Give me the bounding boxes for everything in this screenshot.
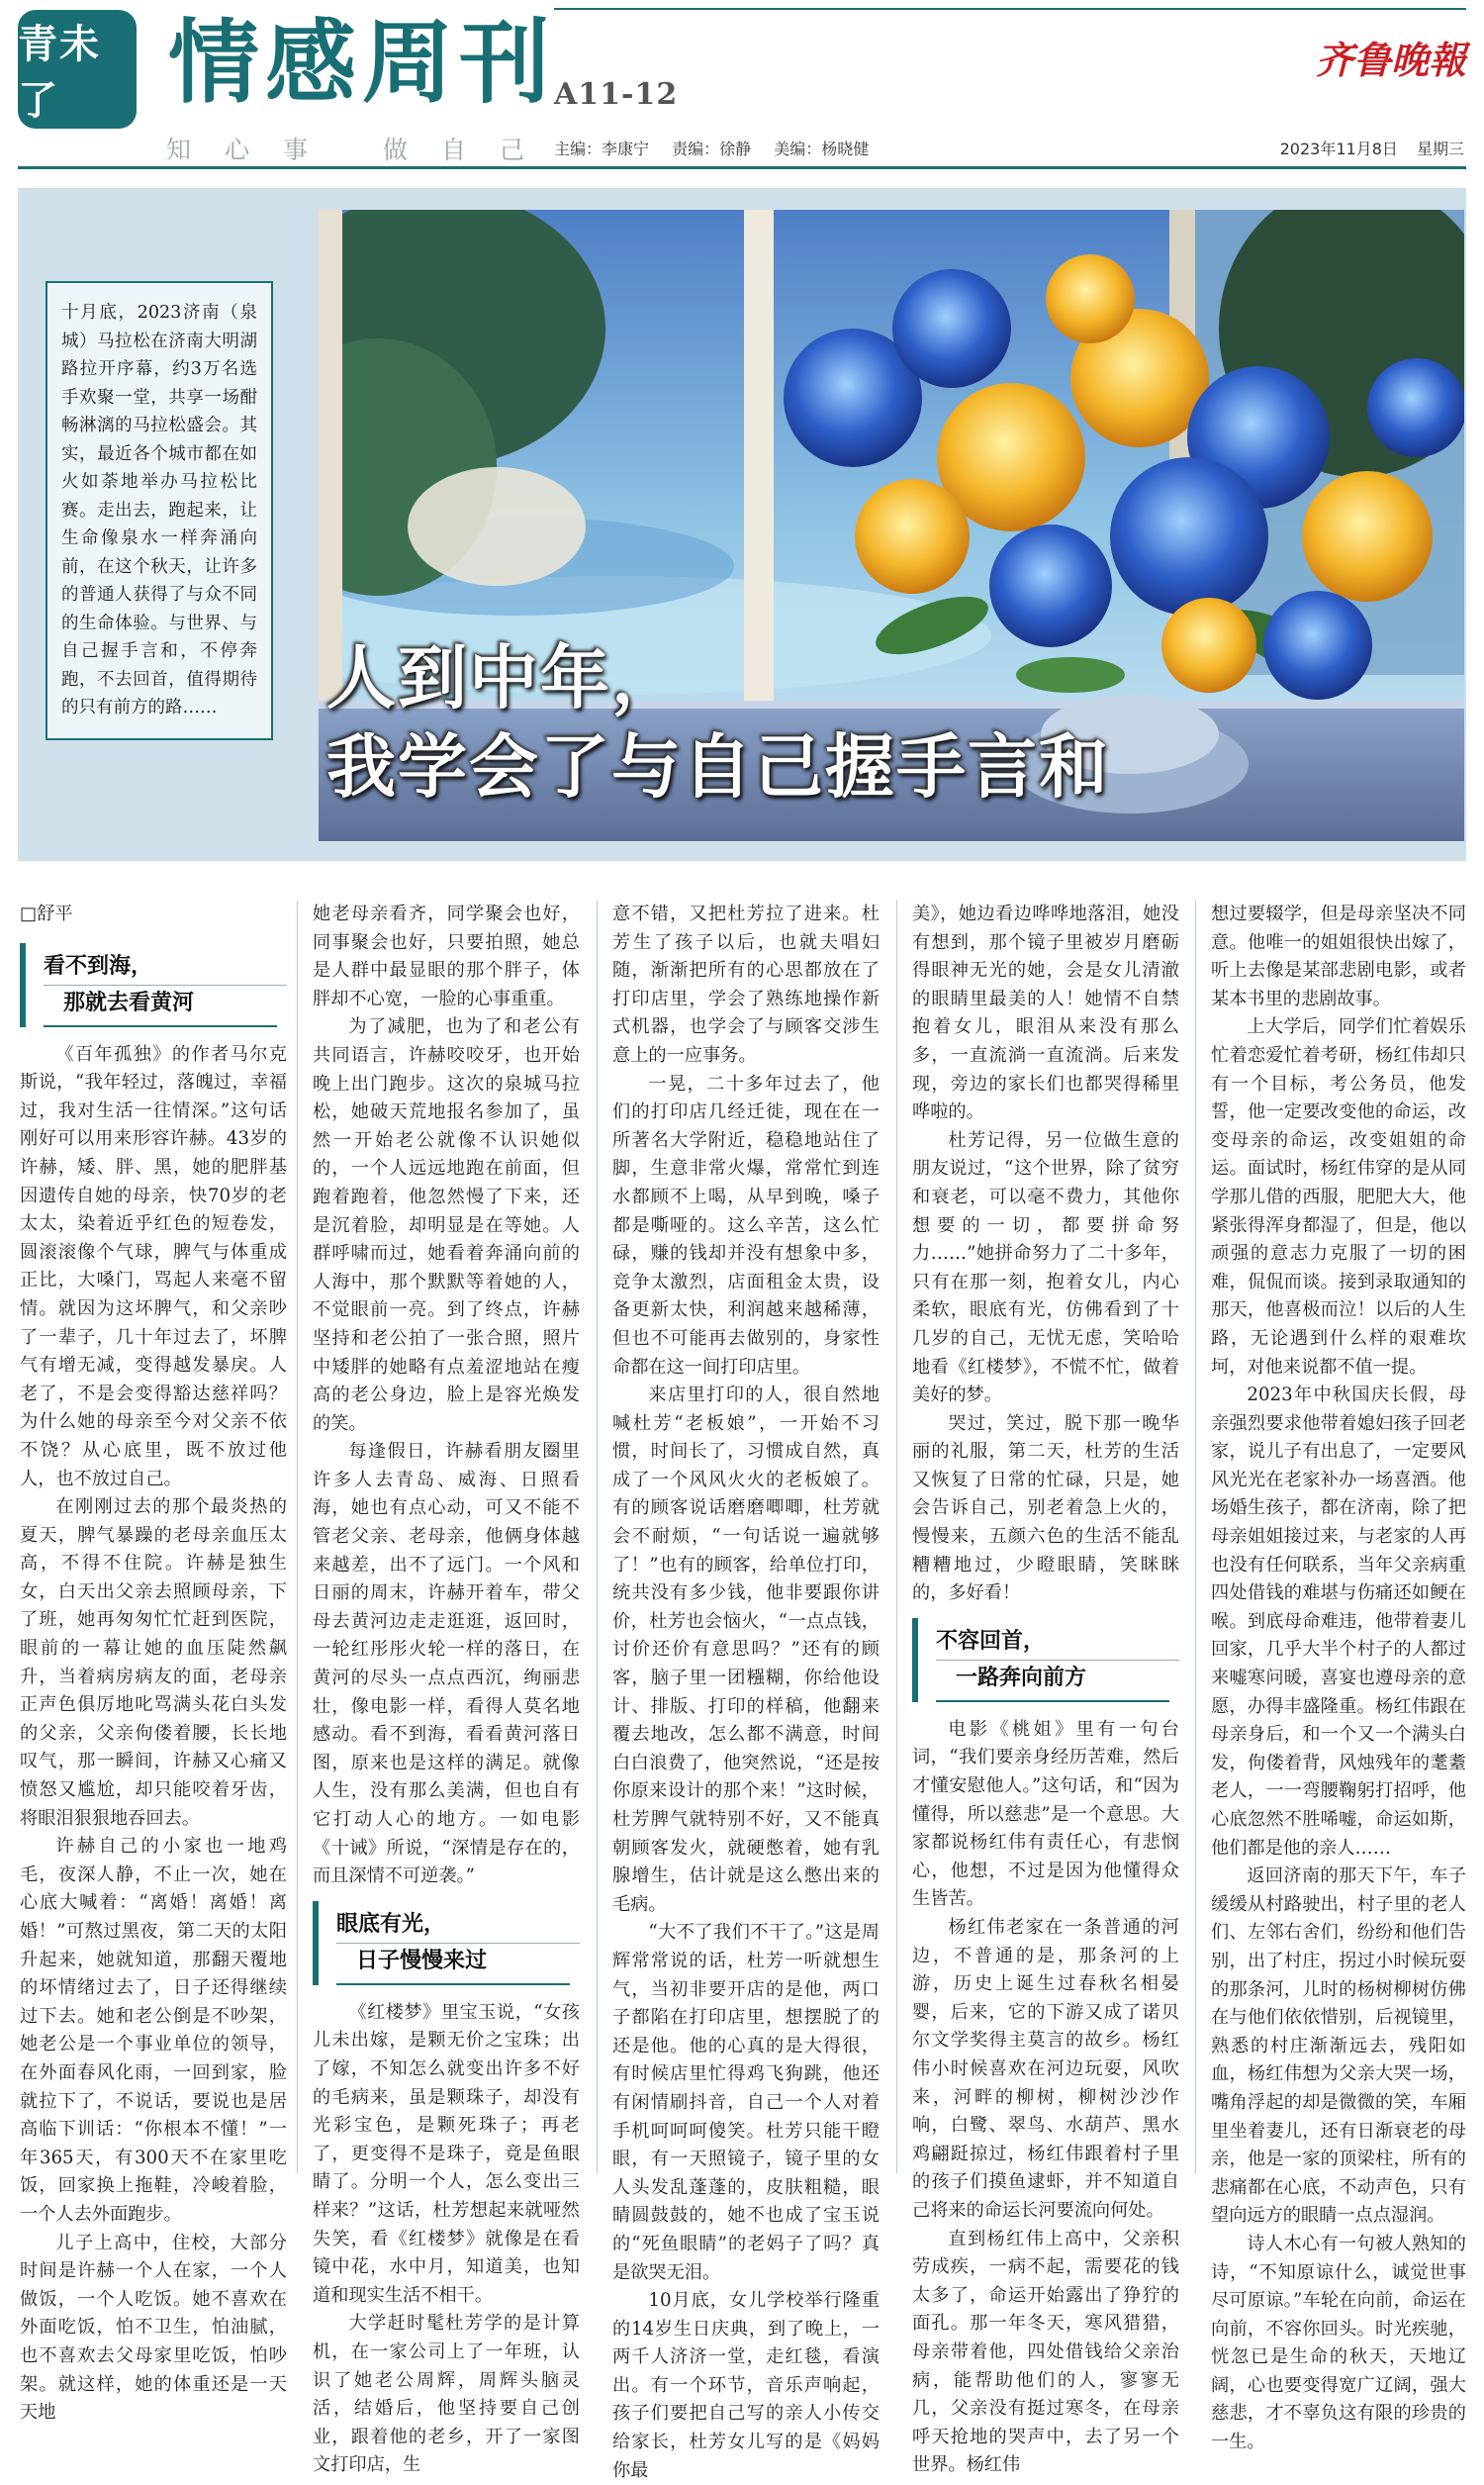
paragraph: 来店里打印的人，很自然地喊杜芳“老板娘”，一开始不习惯，时间长了，习惯成自然，真成了一个风风火火的老板娘了。有的顾客说话磨磨唧唧，杜芳就会不耐烦，“一句话说一遍就够了！”也有的顾客，给单位打印，统共没有多少钱，他非要跟你讲价，杜芳也会恼火，“一点点钱，讨价还价有意思吗？”还有的顾客，脑子里一团糨糊，你给他设计、排版、打印的样稿，他翻来覆去地改，怎么都不满意，时间白白浪费了，他突然说，“还是按你原来设计的那个来！”这时候，杜芳脾气就特别不好，又不能真朝顾客发火，就硬憋着，她有乳腺增生，估计就是这么憋出来的毛病。 — [612, 1385, 880, 1915]
subheading-line-2: 日子慢慢来过 — [356, 1948, 488, 1973]
paragraph: 10月底，女儿学校举行隆重的14岁生日庆典，到了晚上，一两千人济济一堂，走红毯，看演出。有一个环节，音乐声响起，孩子们要把自己写的亲人小传交给家长，杜芳女儿写的是《妈妈你最 — [612, 2290, 880, 2481]
paragraph: 返回济南的那天下午，车子缓缓从村路驶出，村子里的老人们、左邻右舍们，纷纷和他们告别，出了村庄，拐过小时候玩耍的那条河，儿时的杨树柳树仿佛在与他们依依惜别，后视镜里，熟悉的村庄渐渐远去，残阳如血，杨红伟想为父亲大哭一场，嘴角浮起的却是微微的笑，车厢里坐着妻儿，还有日渐衰老的母亲，他是一家的顶梁柱，所有的悲痛都在心底，不动声色，只有望向远方的眼睛一点点湿润。 — [1211, 1865, 1466, 2227]
lead-summary: 十月底，2023济南（泉城）马拉松在济南大明湖路拉开序幕，约3万名选手欢聚一堂，共享一场酣畅淋漓的马拉松盛会。其实，最近各个城市都在如火如荼地举办马拉松比赛。走出去，跑起来，让生命像泉水一样奔涌向前，在这个秋天，让许多的普通人获得了与众不同的生命体验。与世界、与自己握手言和，不停奔跑，不去回首，值得期待的只有前方的路…… — [46, 281, 273, 740]
article-column-2 — [313, 901, 580, 2480]
editor-credits — [554, 137, 886, 159]
paragraph: 杜芳记得，另一位做生意的朋友说过，“这个世界，除了贫穷和衰老，可以毫不费力，其他你想要的一切，都要拼命努力……”她拼命努力了二十多年，只有在那一刻，抱着女儿，内心柔软，眼底有光，仿佛看到了十几岁的自己，无忧无虑，笑哈哈地看《红楼梦》，不慌不忙，做着美好的梦。 — [912, 1129, 1179, 1406]
article-column-5 — [1211, 901, 1466, 2457]
paragraph: 哭过，笑过，脱下那一晚华丽的礼服，第二天，杜芳的生活又恢复了日常的忙碌，只是，她会告诉自己，别老着急上火的，慢慢来，五颜六色的生活不能乱糟糟地过，少瞪眼睛，笑眯眯的，多好看！ — [912, 1412, 1179, 1604]
column-divider — [896, 901, 897, 2173]
paragraph: 大学赶时髦杜芳学的是计算机，在一家公司上了一年班，认识了她老公周辉，周辉头脑灵活，结婚后，他坚持要自己创业，跟着他的老乡，开了一家图文打印店，生 — [313, 2313, 580, 2476]
brand-logo: 青未了 — [18, 10, 137, 129]
paragraph: “大不了我们不干了。”这是周辉常常说的话，杜芳一听就想生气，当初非要开店的是他，两口子都陷在打印店里，想摆脱了的还是他。他的心真的是大得很，有时候店里忙得鸡飞狗跳，他还有闲情刷抖音，自己一个人对着手机呵呵呵傻笑。杜芳只能干瞪眼，有一天照镜子，镜子里的女人头发乱蓬蓬的，皮肤粗糙，眼睛圆鼓鼓的，她不也成了宝玉说的“死鱼眼睛”的老妈子了吗？真是欲哭无泪。 — [612, 1922, 880, 2283]
paragraph: 诗人木心有一句被人熟知的诗，“不知原谅什么，诚觉世事尽可原谅。”车轮在向前，命运在向前，不容你回头。时光疾驰，恍忽已是生命的秋天，天地辽阔，心也要变得宽广辽阔，强大慈悲，才不辜负这有限的珍贵的一生。 — [1211, 2233, 1466, 2453]
masthead-top-rule — [554, 8, 1466, 10]
paragraph: 直到杨红伟上高中，父亲积劳成疾，一病不起，需要花的钱太多了，命运开始露出了狰狞的面孔。那一年冬天，寒风猎猎，母亲带着他，四处借钱给父亲治病，能帮助他们的人，寥寥无几，父亲没有挺过寒冬，在母亲呼天抢地的哭声中，去了另一个世界。杨红伟 — [912, 2228, 1179, 2476]
chief-editor: 主编：李康宁 — [554, 140, 650, 158]
responsible-editor: 责编：徐静 — [672, 140, 752, 158]
column-divider — [297, 901, 298, 2173]
paragraph: 杨红伟老家在一条普通的河边，不普通的是，那条河的上游，历史上诞生过春秋名相晏婴，后来，它的下游又成了诺贝尔文学奖得主莫言的故乡。杨红伟小时候喜欢在河边玩耍，风吹来，河畔的柳树，柳树沙沙作响，白鹭、翠鸟、水葫芦、黑水鸡翩跹掠过，杨红伟跟着村子里的孩子们摸鱼逮虾，并不知道自己将来的命运长河要流向何处。 — [912, 1917, 1179, 2221]
paragraph: 意不错，又把杜芳拉了进来。杜芳生了孩子以后，也就夫唱妇随，渐渐把所有的心思都放在了打印店里，学会了熟练地操作新式机器，也学会了与顾客交涉生意上的一应事务。 — [612, 904, 880, 1066]
column-divider — [1195, 901, 1196, 2173]
paragraph: 为了减肥，也为了和老公有共同语言，许赫咬咬牙，也开始晚上出门跑步。这次的泉城马拉松，她破天荒地报名参加了，虽然一开始老公就像不认识她似的，一个人远远地跑在前面，但跑着跑着，他忽然慢了下来，还是沉着脸，却明显是在等她。人群呼啸而过，她看着奔涌向前的人海中，那个默默等着她的人，不觉眼前一亮。到了终点，许赫坚持和老公拍了一张合照，照片中矮胖的她略有点羞涩地站在瘦高的老公身边，脸上是容光焕发的笑。 — [313, 1016, 580, 1434]
paragraph: 美》，她边看边哗哗地落泪，她没有想到，那个镜子里被岁月磨砺得眼神无光的她，会是女儿清澈的眼睛里最美的人！她情不自禁抱着女儿，眼泪从来没有那么多，一直流淌一直流淌。后来发现，旁边的家长们也都哭得稀里哗啦的。 — [912, 904, 1179, 1123]
art-editor: 美编：杨晓健 — [774, 140, 870, 158]
headline-line-2: 我学会了与自己握手言和 — [326, 726, 1110, 808]
subheading-line-1: 看不到海， — [44, 949, 287, 986]
paragraph: 许赫自己的小家也一地鸡毛，夜深人静，不止一次，她在心底大喊着：“离婚！离婚！离婚！”可熬过黑夜，第二天的太阳升起来，她就知道，那翻天覆地的坏情绪过去了，日子还得继续过下去。她和老公倒是不吵架，她老公是一个事业单位的领导，在外面春风化雨，一回到家，脸就拉下了，不说话，要说也是居高临下训话：“你根本不懂！”一年365天，有300天不在家里吃饭，回家换上拖鞋，冷峻着脸，一个人去外面跑步。 — [20, 1836, 287, 2225]
article-column-1 — [20, 901, 287, 2428]
paragraph: 儿子上高中，住校，大部分时间是许赫一个人在家，一个人做饭，一个人吃饭。她不喜欢在外面吃饭，怕不卫生，怕油腻，也不喜欢去父母家里吃饭，怕吵架。就这样，她的体重还是一天天地 — [20, 2232, 287, 2424]
paragraph: 上大学后，同学们忙着娱乐忙着恋爱忙着考研，杨红伟却只有一个目标，考公务员，他发誓，他一定要改变他的命运，改变母亲的命运，改变姐姐的命运。面试时，杨红伟穿的是从同学那儿借的西服，肥肥大大，他紧张得浑身都湿了，但是，他以顽强的意志力克服了一切的困难，侃侃而谈。接到录取通知的那天，他喜极而泣！以后的人生路，无论遇到什么样的艰难坎坷，对他来说都不值一提。 — [1211, 1016, 1466, 1378]
subheading-1 — [20, 943, 287, 1027]
paragraph: 在刚刚过去的那个最炎热的夏天，脾气暴躁的老母亲血压太高，不得不住院。许赫是独生女，白天出父亲去照顾母亲，下了班，她再匆匆忙忙赶到医院，眼前的一幕让她的血压陡然飙升，当着病房病友的面，老母亲正声色俱厉地叱骂满头花白头发的父亲，父亲佝偻着腰，长长地叹气，那一瞬间，许赫又心痛又愤怒又尴尬，却只能咬着牙齿，将眼泪狠狠地吞回去。 — [20, 1496, 287, 1829]
issue-weekday: 星期三 — [1416, 140, 1464, 158]
paragraph: 电影《桃姐》里有一句台词，“我们要亲身经历苦难，然后才懂安慰他人。”这句话，和“因为懂得，所以慈悲”是一个意思。大家都说杨红伟有责任心，有悲悯心，他想，不过是因为他懂得众生皆苦。 — [912, 1718, 1179, 1910]
headline-line-1: 人到中年， — [326, 637, 683, 718]
article-column-3 — [612, 901, 880, 2485]
subheading-line-1: 眼底有光， — [336, 1907, 580, 1944]
paragraph: 《红楼梦》里宝玉说，“女孩儿未出嫁，是颗无价之宝珠；出了嫁，不知怎么就变出许多不好的毛病来，虽是颗珠子，却没有光彩宝色，是颗死珠子；再老了，更变得不是珠子，竟是鱼眼睛了。分明一个人，怎么变出三样来？”这话，杜芳想起来就哑然失笑，看《红楼梦》就像是在看镜中花，水中月，知道美，也知道和现实生活不相干。 — [313, 2001, 580, 2306]
subheading-line-2: 一路奔向前方 — [956, 1665, 1087, 1690]
section-title: 情感周刊 — [168, 10, 557, 116]
column-divider — [597, 901, 598, 2173]
newspaper-name: 齐鲁晚報 — [1315, 38, 1466, 82]
subheading-2 — [313, 1901, 580, 1985]
paragraph: 一晃，二十多年过去了，他们的打印店几经迁徙，现在在一所著名大学附近，稳稳地站住了脚，生意非常火爆，常常忙到连水都顾不上喝，从早到晚，嗓子都是嘶哑的。这么辛苦，这么忙碌，赚的钱却并没有想象中多，竞争太激烈，店面租金太贵，设备更新太快，利润越来越稀薄，但也不可能再去做别的，身家性命都在这一间打印店里。 — [612, 1073, 880, 1378]
section-slogan: 知心事 做自己 — [166, 136, 558, 164]
masthead-rule — [18, 166, 1466, 169]
byline: □舒平 — [20, 904, 73, 924]
headline — [326, 633, 1110, 812]
dateline — [1266, 137, 1464, 159]
paragraph: 想过要辍学，但是母亲坚决不同意。他唯一的姐姐很快出嫁了，听上去像是某部悲剧电影，或者某本书里的悲剧故事。 — [1211, 904, 1466, 1009]
paragraph: 每逢假日，许赫看朋友圈里许多人去青岛、威海、日照看海，她也有点心动，可又不能不管老父亲、老母亲，他俩身体越来越差，出不了远门。一个风和日丽的周末，许赫开着车，带父母去黄河边走走逛逛，返回时，一轮红彤彤火轮一样的落日，在黄河的尽头一点点西沉，绚丽悲壮，像电影一样，看得人莫名地感动。看不到海，看看黄河落日图，原来也是这样的满足。就像人生，没有那么美满，但也自有它打动人心的地方。一如电影《十诫》所说，“深情是存在的，而且深情不可逆袭。” — [313, 1441, 580, 1887]
page-number: A11-12 — [554, 77, 679, 112]
issue-date: 2023年11月8日 — [1279, 140, 1398, 158]
article-column-4 — [912, 901, 1179, 2480]
subheading-3 — [912, 1618, 1179, 1702]
paragraph: 2023年中秋国庆长假，母亲强烈要求他带着媳妇孩子回老家，说儿子有出息了，一定要风风光光在老家补办一场喜酒。他场婚生孩子，都在济南，除了把母亲姐姐接过来，与老家的人再也没有任何联系，当年父亲病重四处借钱的难堪与伤痛还如鲠在喉。到底母命难违，他带着妻儿回家，几乎大半个村子的人都过来嘘寒问暖，喜宴也遵母亲的意愿，办得丰盛隆重。杨红伟跟在母亲身后，和一个又一个满头白发，佝偻着背，风烛残年的耄耋老人，一一弯腰鞠躬打招呼，他心底忽然不胜唏嘘，命运如斯，他们都是他的亲人…… — [1211, 1385, 1466, 1859]
paragraph: 她老母亲看齐，同学聚会也好，同事聚会也好，只要拍照，她总是人群中最显眼的那个胖子，体胖却不心宽，一脸的心事重重。 — [313, 904, 580, 1009]
subheading-line-1: 不容回首， — [936, 1624, 1179, 1661]
subheading-line-2: 那就去看黄河 — [63, 990, 195, 1015]
paragraph: 《百年孤独》的作者马尔克斯说，“我年轻过，落魄过，幸福过，我对生活一往情深。”这句话刚好可以用来形容许赫。43岁的许赫，矮、胖、黑，她的肥胖基因遗传自她的母亲，快70岁的老太太，染着近乎红色的短卷发，圆滚滚像个气球，脾气与体重成正比，大嗓门，骂起人来毫不留情。就因为这坏脾气，和父亲吵了一辈子，几十年过去了，坏脾气有增无减，变得越发暴戾。人老了，不是会变得豁达慈祥吗？为什么她的母亲至今对父亲不依不饶？从心底里，既不放过他人，也不放过自己。 — [20, 1043, 287, 1489]
